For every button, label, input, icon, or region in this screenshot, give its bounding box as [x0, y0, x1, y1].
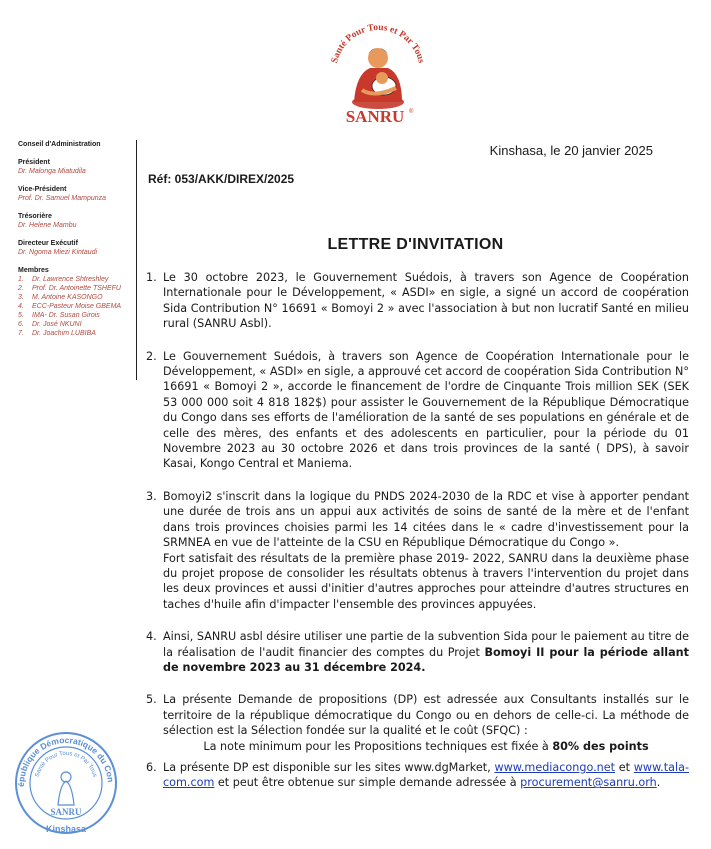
- members-title: Membres: [18, 267, 49, 274]
- minimum-score-note: La note minimum pour les Propositions techniques est fixée à 80% des points: [203, 739, 649, 753]
- role-treasurer: Trésorière: [18, 213, 52, 220]
- members-list: [18, 275, 136, 338]
- name-executive-director: Dr. Ngoma Miezi Kintaudi: [18, 249, 98, 256]
- role-vice-president: Vice-Président: [18, 186, 67, 193]
- paragraph-1: 1. Le 30 octobre 2023, le Gouvernement Suédois, à travers son Agence de Coopération Internationale pour le Développement, « ASDI» en sigle, a signé un accord de coopération Sida Contribution N° 16691 « Bomoyi 2 » avec l'association à but non lucratif Santé en milieu rural (SANRU Asbl).: [146, 271, 689, 331]
- stamp-outer-text: épublique Démocratique du Con: [15, 734, 116, 787]
- paragraph-5: 5. La présente Demande de propositions (DP) est adressée aux Consultants installés sur le territoire de la république démocratique du Congo ou en dehors de celle-ci. La méthode de sélection est la Sélection fondée sur la qualité et le coût (SFQC) : La note minimum pour les Propositions techniques est fixée à 80% des points: [146, 693, 689, 753]
- paragraph-4: 4. Ainsi, SANRU asbl désire utiliser une partie de la subvention Sida pour le paiement au titre de la réalisation de l'audit financier des comptes du Projet Bomoyi II pour la période allant de novembre 2023 au 31 décembre 2024.: [146, 630, 689, 674]
- paragraph-6: 6. La présente DP est disponible sur les sites www.dgMarket, www.mediacongo.net et www.tala-com.com et peut être obtenue sur simple demande adressée à procurement@sanru.orh.: [146, 760, 689, 790]
- paragraph-3: 3. Bomoyi2 s'inscrit dans la logique du PNDS 2024-2030 de la RDC et vise à apporter pendant une durée de trois ans un appui aux activités de soins de santé de la mère et de l'enfant dans trois provinces choisies parmi les 14 citées dans le « cadre d'investissement pour la SRMNEA en vue de l'atteinte de la CSU en République Démocratique du Congo ». Fort satisfait des résultats de la première phase 2019- 2022, SANRU dans la deuxième phase du projet propose de consolider les résultats obtenus à travers l'intervention du projet dans les deux provinces et aussi d'initier d'autres approches pour atteindre d'autres structures en taches d'huile afin d'impacter l'ensemble des provinces appuyées.: [146, 489, 689, 611]
- procurement-email-link[interactable]: procurement@sanru.orh: [520, 776, 657, 790]
- list-item: 7. Dr. Joachim LUBIBA: [18, 330, 96, 337]
- name-president: Dr. Malonga Miatudila: [18, 168, 86, 175]
- list-item: 1. Dr. Lawrence Shtreshley: [18, 276, 109, 283]
- tala-com-link[interactable]: www.tala-com.com: [163, 760, 689, 790]
- list-item: 4. ECC-Pasteur Moise GBEMA: [18, 303, 122, 310]
- mediacongo-link[interactable]: www.mediacongo.net: [494, 760, 616, 774]
- letter-title: LETTRE D'INVITATION: [327, 236, 504, 253]
- logo-arc-text: Santé Pour Tous et Par Tous: [330, 22, 426, 65]
- official-stamp: [10, 725, 122, 837]
- logo-name: SANRU: [345, 107, 405, 126]
- name-treasurer: Dr. Helene Mambu: [18, 222, 77, 229]
- list-item: 6. Dr. José NKUNI: [18, 321, 82, 328]
- stamp-city: Kinshasa: [45, 824, 87, 834]
- stamp-name: SANRU: [50, 807, 82, 817]
- sanru-logo: [318, 10, 438, 130]
- svg-text:®: ®: [409, 109, 414, 115]
- stamp-inner-text: Santé Pour Tous et Par Tous: [34, 750, 98, 778]
- name-vice-president: Prof. Dr. Samuel Mampunza: [18, 195, 107, 202]
- audit-period: Bomoyi II pour la période allant de novembre 2023 au 31 décembre 2024.: [163, 645, 689, 674]
- reference-number: Réf: 053/AKK/DIREX/2025: [148, 172, 295, 186]
- list-item: 5. IMA- Dr. Susan Girois: [18, 312, 100, 319]
- letter-body: [146, 270, 689, 791]
- list-item: 3. M. Antoine KASONGO: [18, 294, 103, 301]
- role-executive-director: Directeur Exécutif: [18, 240, 78, 247]
- board-sidebar: [0, 140, 137, 380]
- letter-date: Kinshasa, le 20 janvier 2025: [489, 143, 653, 158]
- role-president: Président: [18, 159, 50, 166]
- paragraph-2: 2. Le Gouvernement Suédois, à travers son Agence de Coopération Internationale pour le Développement, « ASDI» en sigle, a approuvé cet accord de coopération Sida Contribution N° 16691 « Bomoyi 2 », accorde le financement de l'ordre de Cinquante Trois million SEK (SEK 53 000 000 soit 4 818 182$) pour assister le Gouvernement de la République Démocratique du Congo dans ses efforts de l'amélioration de la santé de ses populations en générale et de celle des mères, des enfants et des adolescents en particulier, pour la période du 01 Novembre 2023 au 30 octobre 2026 et dans trois provinces de la santé ( DPS), à savoir Kasai, Kongo Central et Maniema.: [146, 349, 689, 471]
- board-title: Conseil d'Administration: [18, 141, 101, 148]
- list-item: 2. Prof. Dr. Antoinette TSHEFU: [18, 285, 121, 292]
